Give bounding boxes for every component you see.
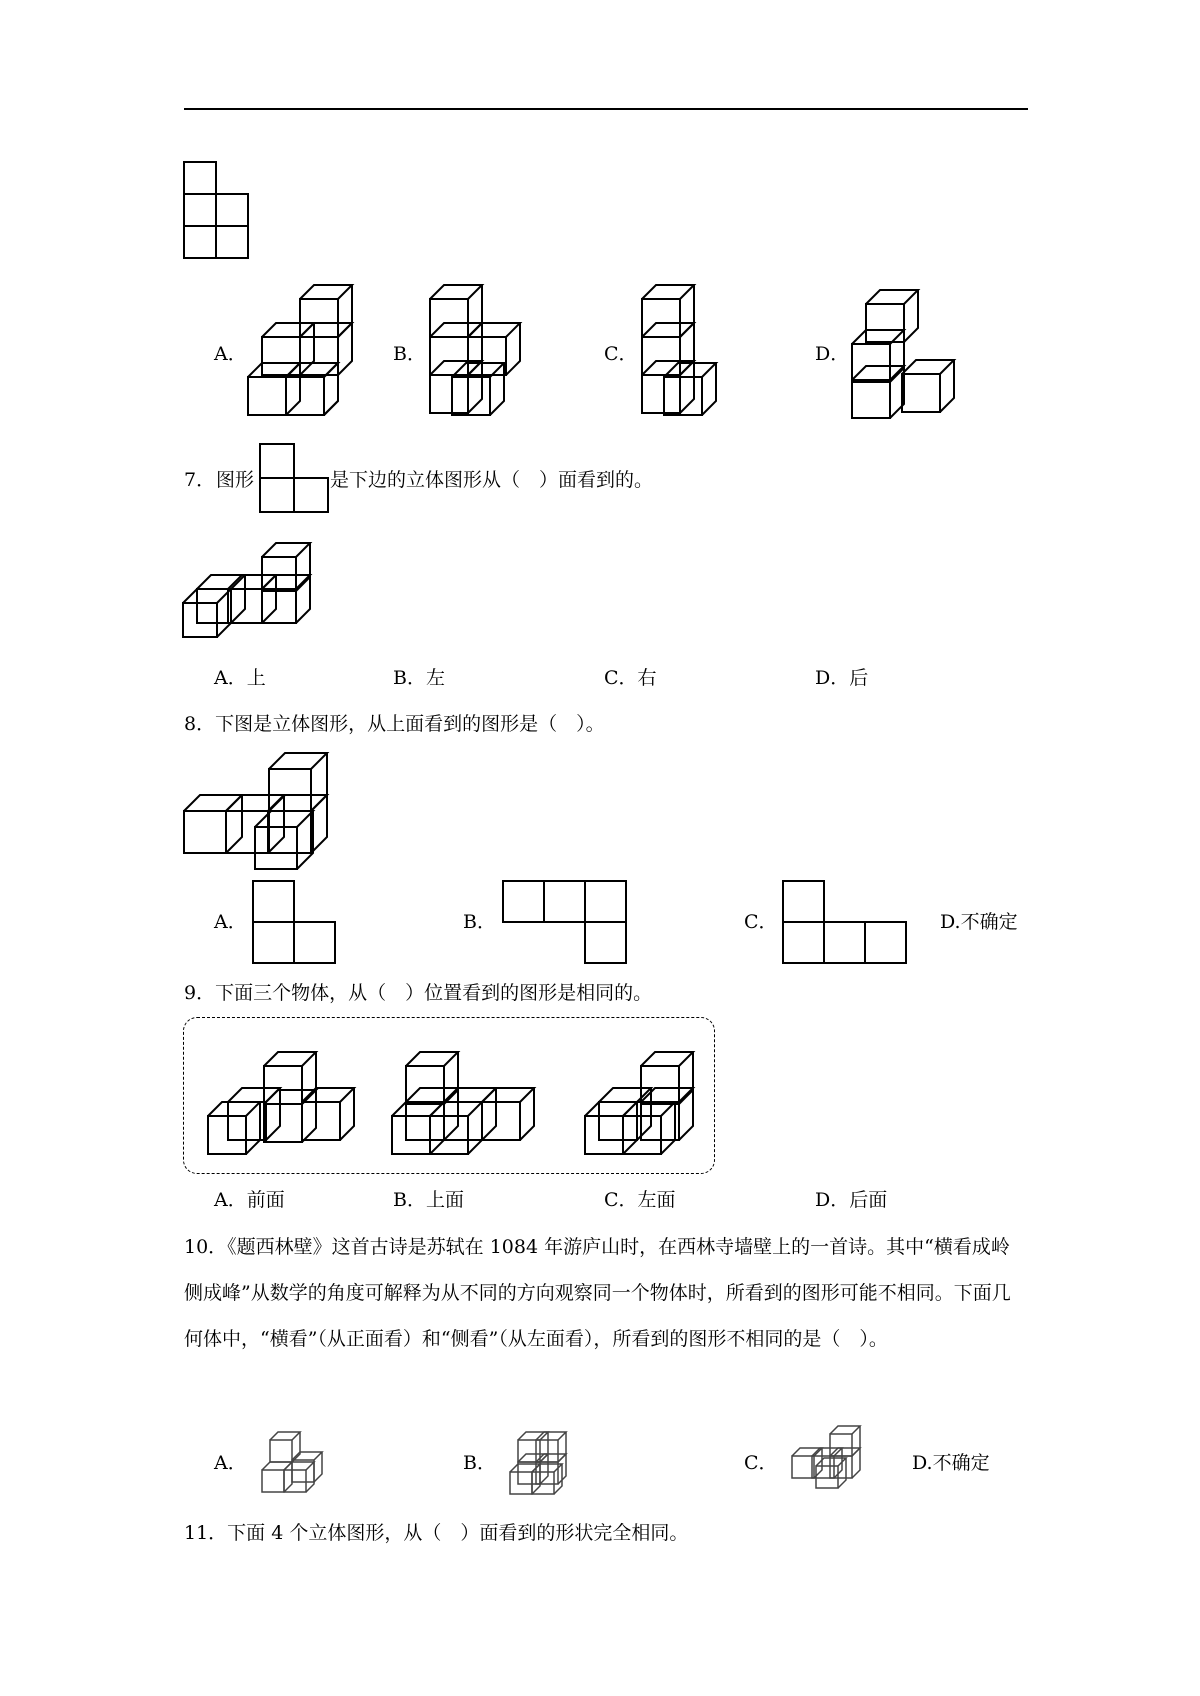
q8-option-c-label[interactable]: C． (744, 911, 778, 933)
q7-prefix: 图形 (216, 469, 255, 491)
q10-option-d-label[interactable]: D.不确定 (912, 1452, 990, 1474)
q8-option-c-figure[interactable] (782, 880, 912, 970)
q10-option-c-label[interactable]: C． (744, 1452, 778, 1474)
q8-option-b-label[interactable]: B． (463, 911, 496, 933)
q9-stem: 9．下面三个物体，从（ ）位置看到的图形是相同的。 (184, 982, 653, 1004)
q7-view-figure (259, 443, 339, 523)
q11-stem: 11．下面 4 个立体图形，从（ ）面看到的形状完全相同。 (184, 1522, 689, 1544)
q6-option-b-label[interactable]: B． (393, 343, 426, 365)
q9-object-3 (585, 1050, 725, 1160)
q10-stem: 10．《题西林壁》这首古诗是苏轼在 1084 年游庐山时，在西林寺墙壁上的一首诗。其中“横看成岭侧成峰”从数学的角度可解释为从不同的方向观察同一个物体时，所看到的图形可能不相同。下面几何体中，“横看”（从正面看）和“侧看”（从左面看），所看到的图形不相同的是（ ）。 (184, 1236, 1011, 1350)
q10-option-a-label[interactable]: A． (214, 1452, 247, 1474)
q6-option-a-label[interactable]: A． (214, 343, 247, 365)
q7-number: 7． (184, 469, 216, 491)
q10-option-a-figure[interactable] (262, 1430, 342, 1500)
q9-option-d[interactable]: D．后面 (815, 1189, 888, 1211)
q7-option-a[interactable]: A．上 (214, 667, 266, 689)
q6-option-d-figure[interactable] (852, 288, 962, 428)
q8-solid-figure (183, 751, 343, 881)
q9-object-1 (208, 1050, 368, 1160)
q8-option-d-label[interactable]: D.不确定 (940, 911, 1018, 933)
q9-option-b[interactable]: B．上面 (393, 1189, 464, 1211)
q7-option-b[interactable]: B．左 (393, 667, 445, 689)
q6-view-figure (183, 161, 263, 271)
q6-option-c-figure[interactable] (640, 283, 750, 423)
q10-option-b-label[interactable]: B． (463, 1452, 496, 1474)
q8-stem: 8．下图是立体图形，从上面看到的图形是（ ）。 (184, 713, 605, 735)
q7-option-c[interactable]: C．右 (604, 667, 657, 689)
q6-option-c-label[interactable]: C． (604, 343, 638, 365)
q7-stem-suffix: 是下边的立体图形从（ ）面看到的。 (330, 469, 654, 491)
q6-option-b-figure[interactable] (428, 283, 538, 423)
q8-option-a-figure[interactable] (252, 880, 342, 970)
q9-object-2 (392, 1050, 552, 1160)
q10-option-b-figure[interactable] (510, 1430, 590, 1500)
q10-option-c-figure[interactable] (792, 1424, 882, 1494)
q6-option-d-label[interactable]: D． (815, 343, 850, 365)
q9-option-a[interactable]: A．前面 (214, 1189, 285, 1211)
q8-option-b-figure[interactable] (502, 880, 632, 970)
q7-option-d[interactable]: D．后 (815, 667, 869, 689)
q8-option-a-label[interactable]: A． (214, 911, 247, 933)
q9-option-c[interactable]: C．左面 (604, 1189, 676, 1211)
q6-option-a-figure[interactable] (248, 283, 368, 423)
header-rule (184, 108, 1028, 110)
q7-solid-figure (183, 541, 323, 651)
